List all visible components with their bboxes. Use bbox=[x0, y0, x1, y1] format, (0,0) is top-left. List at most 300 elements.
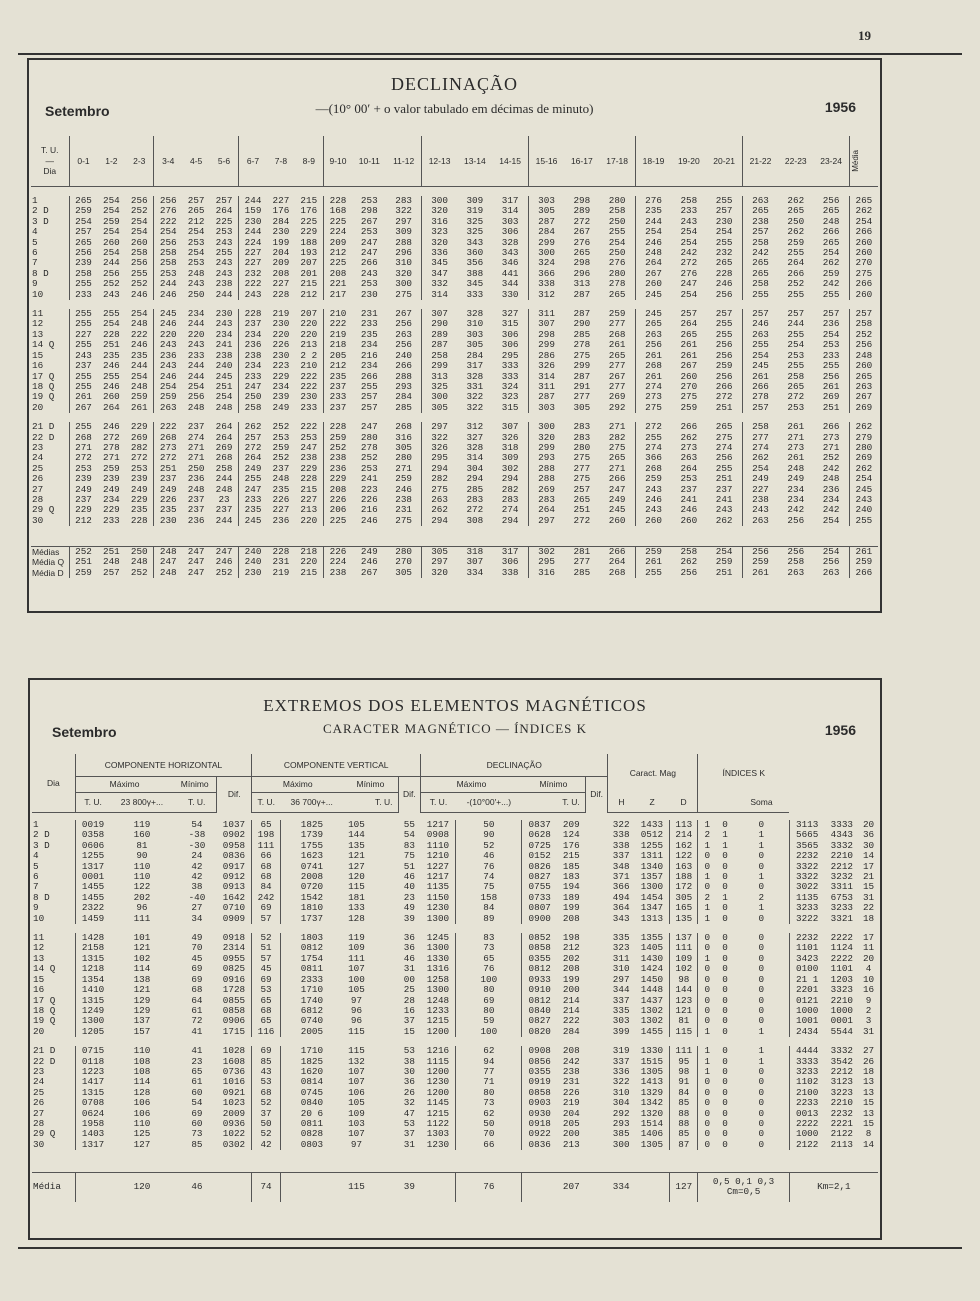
row-day: 14 Q bbox=[31, 340, 69, 350]
decl-value: 265 bbox=[813, 206, 849, 216]
d-value: 1514 bbox=[635, 1119, 670, 1129]
decl-value: 266 bbox=[813, 227, 849, 237]
decl-value: 233 bbox=[187, 349, 205, 361]
v-value: 1216 bbox=[421, 1046, 456, 1056]
d-value: 0933 bbox=[528, 973, 551, 985]
h-value: 52 bbox=[252, 1098, 280, 1108]
v-value: 1115 bbox=[421, 1057, 456, 1067]
decl-value: 229 bbox=[295, 464, 324, 474]
d-value: 311 bbox=[612, 952, 630, 964]
ext-row bbox=[32, 903, 878, 913]
d-value: 1355 bbox=[635, 933, 670, 943]
v-value: 32 bbox=[403, 1097, 415, 1109]
ext-blank bbox=[585, 862, 607, 872]
k-value: 1001 bbox=[796, 1015, 819, 1027]
carac-value: 0 bbox=[722, 984, 728, 996]
carac-value: 0 bbox=[704, 860, 711, 872]
carac-value: 2 bbox=[704, 891, 711, 903]
d-value: 1448 bbox=[635, 985, 670, 995]
row-day: 27 bbox=[31, 485, 69, 495]
decl-value: 229 bbox=[329, 473, 347, 485]
header-hour: 3-4 bbox=[154, 136, 183, 186]
decl-value: 293 bbox=[386, 382, 421, 392]
decl-summary-row bbox=[31, 557, 878, 567]
header-maximo: Máximo bbox=[252, 776, 343, 792]
decl-value: 276 bbox=[680, 267, 698, 279]
header-comp-h: COMPONENTE HORIZONTAL bbox=[75, 754, 252, 776]
h-value: 69 bbox=[252, 1046, 280, 1056]
k-value: 3332 bbox=[830, 1045, 853, 1057]
v-value: 65 bbox=[456, 954, 522, 964]
decl-value: 226 bbox=[272, 339, 290, 351]
decl-value: 262 bbox=[431, 504, 448, 516]
summary-value: 251 bbox=[706, 568, 742, 578]
carac-value: 1 bbox=[734, 872, 790, 882]
decl-value: 264 bbox=[210, 422, 239, 432]
decl-value: 269 bbox=[210, 443, 239, 453]
row-day: 17 Q bbox=[31, 372, 69, 382]
decl-value: 282 bbox=[431, 473, 448, 485]
decl-value: 328 bbox=[492, 238, 528, 248]
d-value: 84 bbox=[670, 1088, 698, 1098]
row-day: 11 bbox=[32, 933, 75, 943]
declination-panel bbox=[27, 58, 882, 613]
ext-row bbox=[32, 933, 878, 943]
v-value: 1215 bbox=[421, 1016, 456, 1026]
decl-value: 249 bbox=[159, 483, 177, 495]
v-value: 1227 bbox=[421, 862, 456, 872]
d-value: 494 bbox=[612, 891, 630, 903]
header-hour: 20-21 bbox=[706, 136, 742, 186]
k-value: 3233 bbox=[796, 902, 819, 914]
row-day: 3 D bbox=[32, 841, 75, 851]
d-value: 1430 bbox=[635, 954, 670, 964]
d-value: 0922 bbox=[528, 1128, 551, 1140]
d-value: 209 bbox=[562, 819, 580, 830]
decl-value: 306 bbox=[492, 227, 528, 237]
row-day: 2 D bbox=[32, 830, 75, 840]
decl-value: 238 bbox=[244, 349, 262, 361]
carac-value: 0 bbox=[722, 1097, 728, 1109]
d-value: 0910 bbox=[528, 984, 551, 996]
summary-value: 248 bbox=[154, 546, 183, 557]
decl-value: 282 bbox=[492, 485, 528, 495]
decl-value: 299 bbox=[538, 441, 555, 453]
decl-value: 266 bbox=[706, 382, 742, 392]
ext-blank bbox=[370, 914, 398, 924]
carac-value: 0 bbox=[734, 985, 790, 995]
decl-value: 272 bbox=[680, 257, 698, 269]
v-value: 0814 bbox=[300, 1076, 324, 1088]
carac-value: 0 bbox=[722, 973, 728, 985]
decl-value: 267 bbox=[599, 372, 635, 382]
k-value: 14 bbox=[862, 1138, 875, 1150]
ext-blank bbox=[370, 851, 398, 861]
h-value: 127 bbox=[133, 1138, 151, 1150]
summary-value: 259 bbox=[75, 566, 92, 578]
decl-value: 327 bbox=[466, 431, 484, 443]
ext-blank bbox=[585, 975, 607, 985]
decl-row bbox=[31, 433, 878, 443]
decl-value: 315 bbox=[492, 403, 528, 413]
d-value: 0827 bbox=[528, 871, 551, 883]
header-hour: 21-22 bbox=[742, 136, 778, 186]
decl-value: 271 bbox=[187, 441, 205, 453]
decl-value: 234 bbox=[360, 339, 378, 351]
v-value: 69 bbox=[456, 996, 522, 1006]
decl-value: 261 bbox=[680, 339, 698, 351]
decl-row bbox=[31, 258, 878, 268]
summary-value: 263 bbox=[813, 568, 849, 578]
decl-value: 176 bbox=[272, 205, 290, 217]
ext-row bbox=[32, 943, 878, 953]
decl-value: 245 bbox=[645, 288, 662, 300]
decl-value: 259 bbox=[329, 431, 347, 443]
decl-value: 260 bbox=[855, 247, 873, 259]
decl-value: 255 bbox=[103, 370, 120, 382]
summary-value: 220 bbox=[295, 557, 324, 567]
d-value: 337 bbox=[612, 994, 630, 1006]
decl-value: 261 bbox=[125, 403, 154, 413]
row-day: 23 bbox=[32, 1067, 75, 1077]
decl-value: 242 bbox=[680, 247, 698, 259]
decl-value: 216 bbox=[360, 504, 378, 516]
decl-value: 229 bbox=[125, 495, 154, 505]
decl-value: 259 bbox=[159, 391, 177, 403]
decl-value: 259 bbox=[103, 462, 120, 474]
h-value: 129 bbox=[133, 994, 151, 1006]
d-value: 163 bbox=[670, 862, 698, 872]
decl-value: 247 bbox=[360, 421, 378, 433]
carac-value: 0 bbox=[704, 1097, 711, 1109]
decl-value: 305 bbox=[573, 401, 591, 413]
decl-value: 269 bbox=[599, 392, 635, 402]
d-value: 0820 bbox=[528, 1025, 551, 1037]
v-value: 54 bbox=[403, 829, 415, 841]
decl-value: 229 bbox=[103, 504, 120, 516]
decl-value: 311 bbox=[538, 308, 555, 320]
v-value: 0720 bbox=[300, 881, 324, 893]
decl-value: 254 bbox=[706, 227, 742, 237]
decl-value: 225 bbox=[295, 217, 324, 227]
carac-value: 1 bbox=[704, 912, 711, 924]
header-dif: Dif. bbox=[585, 776, 607, 812]
decl-value: 322 bbox=[466, 391, 484, 403]
k-value: 2210 bbox=[830, 850, 853, 862]
decl-value: 257 bbox=[855, 308, 873, 320]
summary-value: 251 bbox=[98, 546, 126, 557]
decl-value: 322 bbox=[431, 431, 448, 443]
h-value: 0715 bbox=[81, 1045, 105, 1057]
declination-month: Setembro bbox=[45, 103, 110, 119]
d-value: 336 bbox=[612, 1065, 630, 1077]
decl-value: 388 bbox=[466, 267, 484, 279]
h-value: 137 bbox=[133, 1015, 151, 1027]
extremes-panel bbox=[28, 678, 882, 1240]
summary-value: 306 bbox=[492, 557, 528, 567]
h-value: 121 bbox=[133, 942, 151, 954]
h-value: 1255 bbox=[81, 850, 105, 862]
decl-value: 254 bbox=[813, 516, 849, 526]
d-value: 0900 bbox=[528, 912, 551, 924]
row-day: 7 bbox=[32, 882, 75, 892]
decl-value: 231 bbox=[360, 308, 378, 320]
row-day: 7 bbox=[31, 258, 69, 268]
decl-value: 268 bbox=[386, 422, 421, 432]
decl-value: 366 bbox=[538, 267, 555, 279]
decl-value: 257 bbox=[75, 226, 92, 238]
decl-value: 263 bbox=[159, 401, 177, 413]
h-value: 90 bbox=[136, 850, 148, 862]
decl-value: 238 bbox=[329, 452, 347, 464]
d-value: 85 bbox=[670, 1098, 698, 1108]
h-value: 57 bbox=[252, 914, 280, 924]
carac-value: 0 bbox=[734, 943, 790, 953]
decl-value: 298 bbox=[573, 195, 591, 206]
v-value: 107 bbox=[348, 1065, 365, 1077]
row-day: 17 Q bbox=[32, 996, 75, 1006]
decl-value: 276 bbox=[573, 236, 591, 248]
d-value: 0355 bbox=[528, 952, 551, 964]
decl-value: 227 bbox=[75, 328, 92, 340]
d-value: 1515 bbox=[635, 1057, 670, 1067]
ext-blank bbox=[585, 985, 607, 995]
decl-value: 336 bbox=[431, 247, 448, 259]
decl-value: 255 bbox=[75, 339, 92, 351]
ext-blank bbox=[585, 964, 607, 974]
carac-value: 1 bbox=[734, 830, 790, 840]
decl-value: 208 bbox=[272, 267, 290, 279]
v-value: 31 bbox=[403, 963, 415, 975]
v-value: 49 bbox=[403, 902, 415, 914]
summary-value: 267 bbox=[360, 566, 378, 578]
ext-blank bbox=[370, 954, 398, 964]
decl-value: 253 bbox=[187, 236, 205, 248]
decl-value: 257 bbox=[813, 309, 849, 319]
row-day: 22 D bbox=[31, 433, 69, 443]
h-value: 73 bbox=[191, 1128, 203, 1140]
h-value: 84 bbox=[252, 882, 280, 892]
summary-value: 259 bbox=[752, 556, 769, 568]
v-value: 0908 bbox=[421, 830, 456, 840]
carac-value: 2 bbox=[704, 829, 711, 841]
d-value: 1357 bbox=[635, 872, 670, 882]
h-value: 54 bbox=[191, 819, 203, 830]
decl-value: 248 bbox=[187, 483, 205, 495]
summary-value: 256 bbox=[778, 546, 813, 557]
extremes-subtitle: CARACTER MAGNÉTICO — ÍNDICES K bbox=[323, 721, 587, 736]
decl-value: 255 bbox=[706, 330, 742, 340]
decl-value: 236 bbox=[329, 462, 347, 474]
blank bbox=[585, 1172, 607, 1202]
decl-value: 294 bbox=[492, 474, 528, 484]
k-value: 27 bbox=[862, 1045, 875, 1057]
decl-value: 257 bbox=[752, 401, 769, 413]
decl-value: 221 bbox=[329, 278, 347, 290]
decl-value: 274 bbox=[492, 505, 528, 515]
decl-value: 265 bbox=[75, 195, 92, 206]
d-value: 200 bbox=[562, 1128, 580, 1140]
summary-value: 270 bbox=[386, 557, 421, 567]
row-day: 9 bbox=[32, 903, 75, 913]
decl-value: 235 bbox=[360, 328, 378, 340]
v-value: 71 bbox=[456, 1077, 522, 1087]
v-value: 1754 bbox=[300, 952, 324, 964]
decl-value: 234 bbox=[244, 360, 262, 372]
decl-row bbox=[31, 485, 878, 495]
d-value: 208 bbox=[562, 1045, 580, 1057]
decl-value: 226 bbox=[272, 493, 290, 505]
decl-value: 325 bbox=[431, 380, 448, 392]
decl-value: 251 bbox=[103, 339, 120, 351]
decl-value: 264 bbox=[210, 206, 239, 216]
h-value: 1455 bbox=[81, 891, 105, 903]
decl-value: 204 bbox=[272, 247, 290, 259]
decl-value: 258 bbox=[159, 257, 177, 269]
media-d-max: 207 bbox=[557, 1172, 585, 1202]
v-value: 0840 bbox=[300, 1097, 324, 1109]
decl-value: 247 bbox=[599, 485, 635, 495]
v-value: 121 bbox=[348, 850, 365, 862]
summary-value: 259 bbox=[855, 556, 873, 568]
k-value: 14 bbox=[862, 850, 875, 862]
decl-value: 317 bbox=[492, 196, 528, 206]
decl-value: 345 bbox=[431, 257, 448, 269]
d-value: 371 bbox=[612, 871, 630, 883]
header-tu: T. U. bbox=[177, 792, 216, 812]
decl-value: 256 bbox=[386, 319, 421, 329]
d-value: 198 bbox=[562, 932, 580, 944]
d-value: 305 bbox=[670, 893, 698, 903]
row-day: 21 D bbox=[31, 422, 69, 432]
summary-value: 247 bbox=[187, 566, 205, 578]
decl-value: 255 bbox=[813, 290, 849, 300]
k-value: 3542 bbox=[830, 1055, 853, 1067]
decl-value: 266 bbox=[680, 421, 698, 433]
h-value: 85 bbox=[191, 1138, 203, 1150]
header-hour: 16-17 bbox=[564, 136, 599, 186]
carac-value: 0 bbox=[722, 1128, 728, 1140]
h-value: 81 bbox=[136, 839, 148, 851]
v-value: 128 bbox=[348, 912, 365, 924]
spacer-row bbox=[31, 186, 878, 196]
decl-row bbox=[31, 495, 878, 505]
k-value: 3123 bbox=[830, 1076, 853, 1088]
decl-value: 209 bbox=[329, 236, 347, 248]
decl-value: 263 bbox=[752, 195, 769, 206]
k-value: 11 bbox=[862, 942, 875, 954]
extremes-table bbox=[32, 754, 878, 1202]
decl-value: 265 bbox=[752, 267, 769, 279]
k-value: 3322 bbox=[796, 860, 819, 872]
v-value: 1300 bbox=[421, 914, 456, 924]
decl-value: 253 bbox=[159, 267, 177, 279]
carac-value: 0 bbox=[704, 973, 711, 985]
decl-value: 237 bbox=[329, 380, 347, 392]
ext-blank bbox=[370, 903, 398, 913]
ext-blank bbox=[585, 996, 607, 1006]
decl-value: 218 bbox=[329, 339, 347, 351]
top-rule bbox=[18, 53, 962, 55]
decl-value: 254 bbox=[125, 372, 154, 382]
decl-value: 267 bbox=[75, 401, 92, 413]
decl-value: 272 bbox=[75, 452, 92, 464]
decl-value: 246 bbox=[706, 279, 742, 289]
decl-value: 227 bbox=[244, 257, 262, 269]
v-value: 1200 bbox=[421, 1027, 456, 1037]
decl-value: 227 bbox=[295, 495, 324, 505]
decl-value: 253 bbox=[360, 462, 378, 474]
v-value: 1755 bbox=[300, 839, 324, 851]
decl-value: 333 bbox=[466, 288, 484, 300]
carac-value: 1 bbox=[734, 1027, 790, 1037]
decl-value: 275 bbox=[645, 401, 662, 413]
h-value: 52 bbox=[252, 1129, 280, 1139]
decl-value: 276 bbox=[645, 195, 662, 206]
d-value: 0755 bbox=[528, 881, 551, 893]
decl-value: 245 bbox=[752, 360, 769, 372]
decl-value: 226 bbox=[329, 493, 347, 505]
decl-value: 261 bbox=[645, 349, 662, 361]
h-value: 85 bbox=[252, 1057, 280, 1067]
decl-value: 320 bbox=[538, 431, 555, 443]
summary-value: 238 bbox=[329, 566, 347, 578]
decl-value: 256 bbox=[645, 339, 662, 351]
v-value: 28 bbox=[403, 994, 415, 1006]
decl-value: 320 bbox=[431, 205, 448, 217]
decl-value: 233 bbox=[329, 391, 347, 403]
ext-blank bbox=[370, 964, 398, 974]
decl-value: 246 bbox=[386, 485, 421, 495]
decl-value: 290 bbox=[573, 318, 591, 330]
v-value: 0828 bbox=[300, 1128, 324, 1140]
d-value: 322 bbox=[612, 1076, 630, 1088]
row-day: 25 bbox=[32, 1088, 75, 1098]
decl-value: 246 bbox=[645, 493, 662, 505]
decl-value: 225 bbox=[329, 514, 347, 526]
k-value: 3233 bbox=[830, 902, 853, 914]
v-value: 1200 bbox=[421, 1088, 456, 1098]
h-value: 0906 bbox=[217, 1016, 252, 1026]
decl-value: 259 bbox=[599, 309, 635, 319]
k-value: 20 bbox=[862, 819, 875, 830]
k-value: 2210 bbox=[830, 1097, 853, 1109]
summary-value: 316 bbox=[538, 566, 555, 578]
h-value: 0918 bbox=[217, 933, 252, 943]
v-value: 89 bbox=[456, 914, 522, 924]
k-value: 1000 bbox=[830, 1004, 853, 1016]
decl-value: 261 bbox=[787, 421, 805, 433]
carac-value: 0 bbox=[704, 984, 711, 996]
header-dia: Dia bbox=[43, 165, 57, 176]
summary-value: 295 bbox=[538, 556, 555, 568]
header-hour: 13-14 bbox=[457, 136, 492, 186]
summary-value: 247 bbox=[210, 546, 239, 557]
decl-value: 360 bbox=[466, 247, 484, 259]
decl-value: 306 bbox=[492, 340, 528, 350]
v-value: 37 bbox=[403, 1128, 415, 1140]
decl-value: 236 bbox=[272, 514, 290, 526]
v-value: 1233 bbox=[421, 1006, 456, 1016]
decl-value: 227 bbox=[244, 247, 262, 259]
decl-value: 275 bbox=[680, 391, 698, 403]
h-value: 121 bbox=[133, 984, 151, 996]
decl-value: 278 bbox=[103, 441, 120, 453]
h-value: 0606 bbox=[81, 839, 105, 851]
decl-value: 345 bbox=[466, 278, 484, 290]
decl-value: 269 bbox=[538, 483, 555, 495]
decl-value: 222 bbox=[159, 215, 177, 227]
